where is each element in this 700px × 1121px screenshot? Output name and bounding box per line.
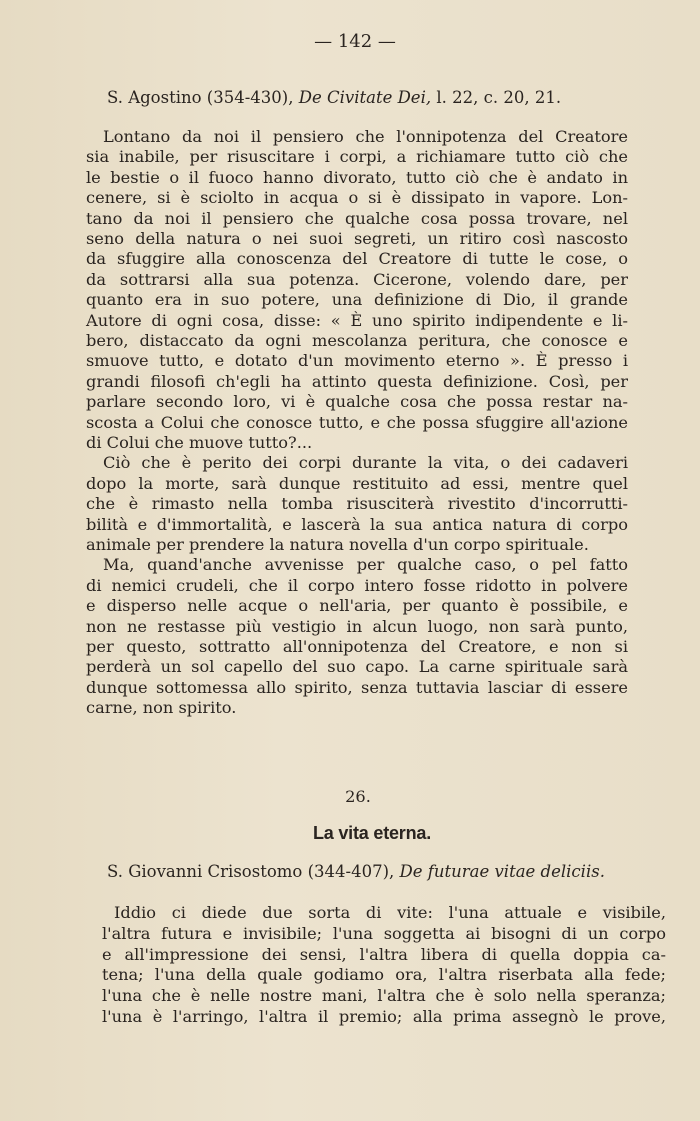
text-line: Ciò che è perito dei corpi durante la vita, o dei cadaveri (103, 453, 628, 473)
text-line: da sfuggire alla conoscenza del Creatore di tutte le cose, o (86, 249, 628, 269)
text-line: le bestie o il fuoco hanno divorato, tutto ciò che è andato in (86, 167, 628, 187)
text-line: di Colui che muove tutto?... (86, 433, 313, 452)
text-line: l'una è l'arringo, l'altra il premio; alla prima assegnò le prove, (102, 1007, 666, 1026)
text-line: sia inabile, per risuscitare i corpi, a richiamare tutto ciò che (86, 147, 628, 167)
text-line: non ne restasse più vestigio in alcun luogo, non sarà punto, (86, 616, 628, 636)
section-title: La vita eterna. (312, 823, 432, 843)
text-line: di nemici crudeli, che il corpo intero fosse ridotto in polvere (86, 575, 628, 595)
text-line: smuove tutto, e dotato d'un movimento eterno ». È presso i (86, 351, 628, 371)
text-line: e all'impressione dei sensi, l'altra libera di quella doppia ca- (102, 944, 666, 964)
text-line: cenere, si è sciolto in acqua o si è dissipato in vapore. Lon- (86, 188, 628, 208)
text-line: tena; l'una della quale godiamo ora, l'altra riserbata alla fede; (102, 965, 666, 985)
citation-agostino (107, 88, 561, 108)
text-line: seno della natura o nei suoi segreti, un ritiro così nascosto (86, 229, 628, 248)
text-line: Ma, quand'anche avvenisse per qualche caso, o pel fatto (103, 555, 628, 575)
text-line: perderà un sol capello del suo capo. La carne spirituale sarà (86, 657, 628, 677)
text-line: e disperso nelle acque o nell'aria, per quanto è possibile, e (86, 596, 628, 616)
citation-work: De Civitate Dei, (298, 88, 432, 107)
text-line: scosta a Colui che conosce tutto, e che possa sfuggire all'azione (86, 412, 628, 432)
text-line: Iddio ci diede due sorta di vite: l'una attuale e visibile, (114, 903, 666, 922)
text-line: carne, non spirito. (86, 698, 237, 718)
text-line: animale per prendere la natura novella d'un corpo spirituale. (86, 535, 589, 554)
text-line: l'altra futura e invisibile; l'una soggetta ai bisogni di un corpo (102, 923, 666, 943)
citation-work: De futurae vitae deliciis. (399, 862, 605, 881)
text-line: dunque sottomessa allo spirito, senza tuttavia lasciar di essere (86, 677, 628, 697)
citation-author: S. Agostino (354-430), (107, 88, 299, 107)
text-line: bilità e d'immortalità, e lascerà la sua antica natura di corpo (86, 514, 628, 534)
text-line: da sottrarsi alla sua potenza. Cicerone, volendo dare, per (86, 269, 628, 289)
text-line: dopo la morte, sarà dunque restituito ad essi, mentre quel (86, 473, 628, 493)
section-number: 26. (345, 787, 371, 806)
text-line: che è rimasto nella tomba risusciterà rivestito d'incorrutti- (86, 494, 628, 514)
text-line: grandi filosofi ch'egli ha attinto questa definizione. Così, per (86, 371, 628, 391)
citation-crisostomo (107, 862, 605, 882)
text-line: l'una che è nelle nostre mani, l'altra che è solo nella speranza; (102, 986, 666, 1006)
citation-ref: l. 22, c. 20, 21. (431, 88, 562, 107)
text-line: quanto era in suo potere, una definizione di Dio, il grande (86, 290, 628, 310)
citation-author: S. Giovanni Crisostomo (344-407), (107, 862, 400, 881)
text-line: bero, distaccato da ogni mescolanza peritura, che conosce e (86, 331, 628, 350)
text-line: Autore di ogni cosa, disse: « È uno spirito indipendente e li- (86, 310, 628, 330)
text-line: Lontano da noi il pensiero che l'onnipotenza del Creatore (103, 127, 628, 146)
text-line: tano da noi il pensiero che qualche cosa possa trovare, nel (86, 208, 628, 228)
page-number: — 142 — (314, 31, 396, 52)
text-line: per questo, sottratto all'onnipotenza del Creatore, e non si (86, 637, 628, 656)
text-line: parlare secondo loro, vi è qualche cosa che possa restar na- (86, 392, 628, 412)
